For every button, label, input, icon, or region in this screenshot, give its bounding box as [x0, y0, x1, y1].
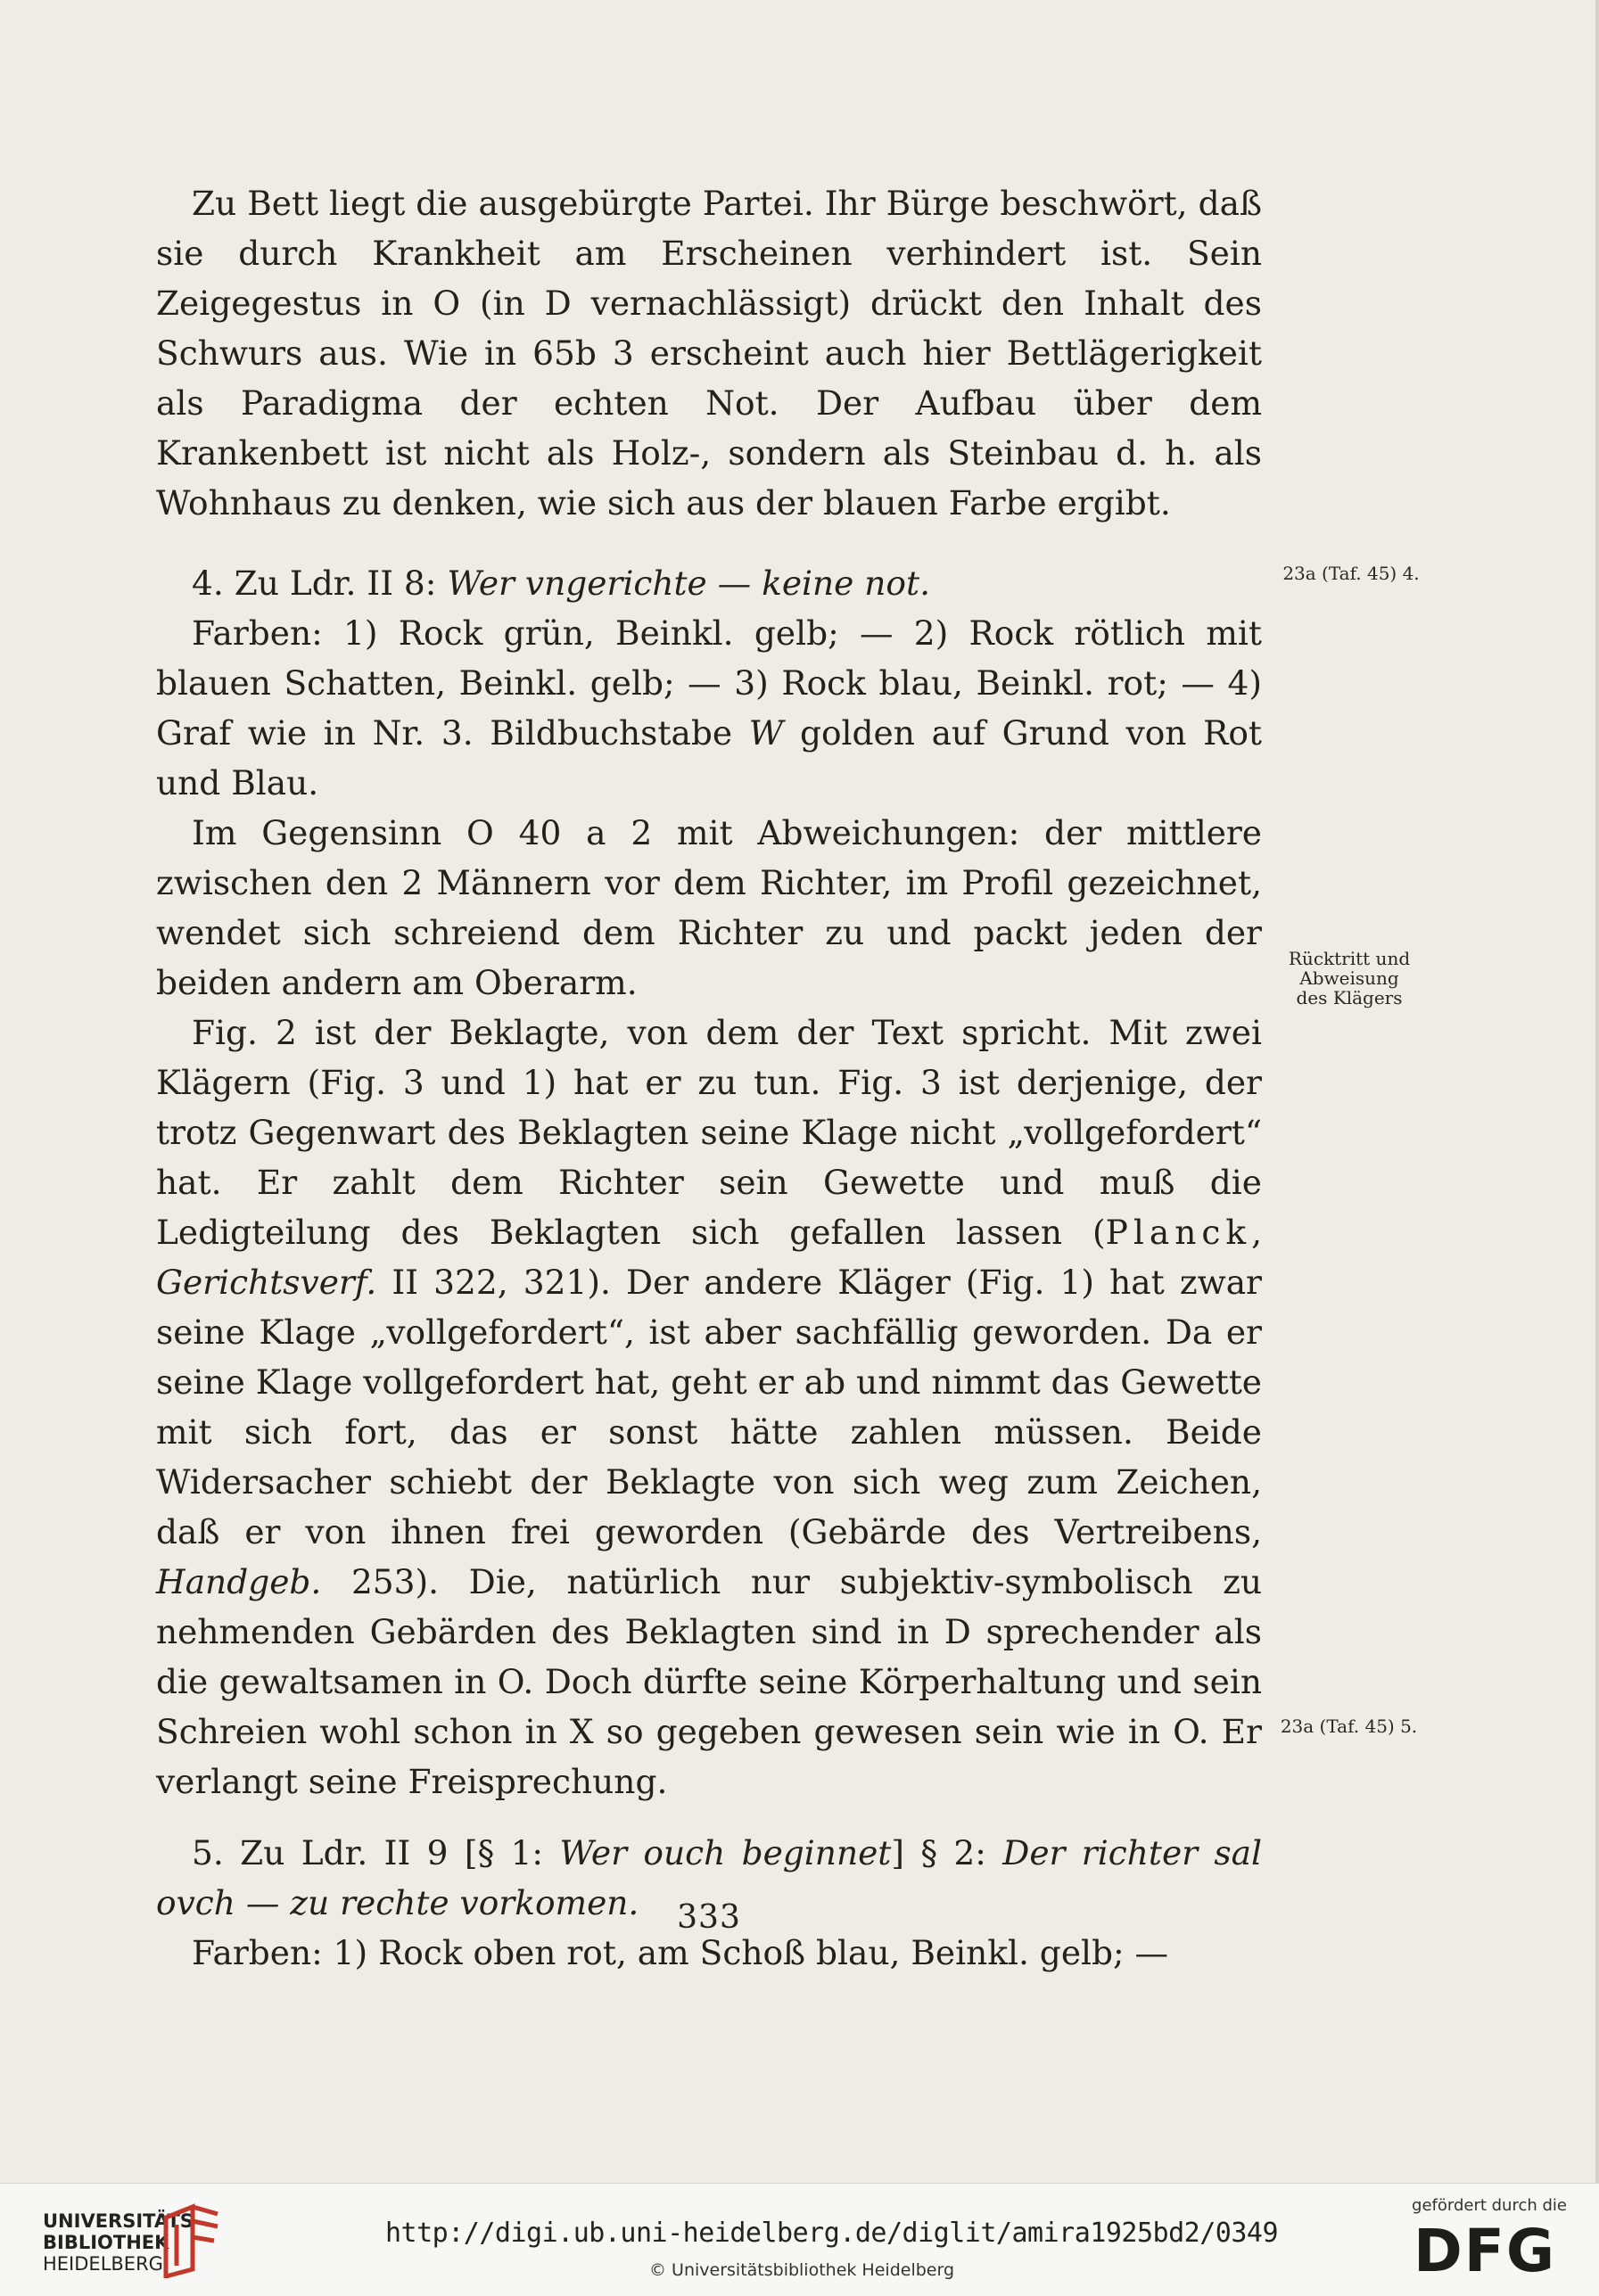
initial-letter: W [748, 713, 784, 753]
margin-note-plate-5: 23a (Taf. 45) 5. [1280, 1716, 1418, 1737]
body-text-block [156, 178, 1262, 1978]
footer-bar [0, 2183, 1599, 2296]
permalink-url[interactable]: http://digi.ub.uni-heidelberg.de/diglit/amira1925bd2/0349 [385, 2218, 1279, 2249]
paragraph-gegensinn: Im Gegensinn O 40 a 2 mit Abweichungen: der mittlere zwischen den 2 Männern vor dem Richter, im Profil gezeichnet, wendet sich schreiend dem Richter zu und packt jeden der beiden andern am Oberarm. [156, 813, 1262, 1002]
handgeb-ref: Handgeb. [156, 1562, 322, 1601]
figures-text-b: II 322, 321). Der andere Kläger (Fig. 1) hat zwar seine Klage „vollgefordert“, ist aber sachfällig geworden. Da er seine Klage vollgefordert hat, geht er ab und nimmt das Gewette mit sich fort, das er sonst hätte zahlen müssen. Beide Widersacher schiebt der Beklagte von sich weg zum Zeichen, daß er von ihnen frei geworden (Gebärde des Vertreibens, [156, 1263, 1262, 1551]
section-4-reference: Zu Ldr. II 8: [234, 564, 437, 603]
funding-note: gefördert durch die [1412, 2196, 1567, 2215]
margin-note-subject [1265, 949, 1434, 1008]
dfg-wordmark: DFG [1414, 2219, 1557, 2278]
section-5-title-2: Der richter sal ovch — zu rechte vorkomen. [156, 1833, 1263, 1922]
page-number: 333 [677, 1899, 741, 1936]
work-title: Gerichtsverf. [156, 1263, 377, 1302]
library-logo-icon[interactable] [159, 2201, 223, 2282]
margin-note-line: Rücktritt und [1288, 948, 1411, 969]
section-5-mid: ] § 2: [891, 1833, 986, 1872]
paragraph-figures [156, 1008, 1262, 1806]
margin-note-plate-4: 23a (Taf. 45) 4. [1282, 563, 1420, 584]
paragraph-colors-5: Farben: 1) Rock oben rot, am Schoß blau, Beinkl. gelb; — [192, 1933, 1169, 1972]
figures-text-c: 253). Die, natürlich nur subjektiv-symbolisch zu nehmenden Gebärden des Beklagten sind in D sprechender als die gewaltsamen in O. Doch dürfte seine Körperhaltung und sein Schreien wohl schon in X so gegeben gewesen sein wie in O. Er verlangt seine Freisprechung. [156, 1562, 1262, 1801]
section-4-heading [156, 558, 1262, 608]
figures-text-a: Fig. 2 ist der Beklagte, von dem der Text spricht. Mit zwei Klägern (Fig. 3 und 1) hat er zu tun. Fig. 3 ist derjenige, der trotz Gegenwart des Beklagten seine Klage nicht „vollgefordert“ hat. Er zahlt dem Richter sein Gewette und muß die Ledigteilung des Beklagten sich gefallen lassen ( [156, 1013, 1262, 1252]
colors-text-end: golden auf Grund von Rot und Blau. [156, 713, 1262, 802]
copyright-notice: © Universitätsbibliothek Heidelberg [649, 2260, 955, 2280]
colors-text: Farben: 1) Rock grün, Beinkl. gelb; — 2) Rock rötlich mit blauen Schatten, Beinkl. gelb; — 3) Rock blau, Beinkl. rot; — 4) Graf wie in Nr. 3. Bildbuchstabe [156, 613, 1262, 753]
library-name-line: HEIDELBERG [43, 2253, 163, 2275]
margin-note-line: des Klägers [1296, 987, 1403, 1008]
section-4-number: 4. [192, 564, 224, 603]
author-name: Planck [1105, 1213, 1252, 1252]
margin-note-line: Abweisung [1299, 967, 1399, 989]
library-name-line: UNIVERSITÄTS- [43, 2210, 202, 2232]
section-5-number: 5. [192, 1833, 224, 1872]
paragraph-colors-4 [156, 608, 1262, 808]
paragraph-bed-scene: Zu Bett liegt die ausgebürgte Partei. Ihr Bürge beschwört, daß sie durch Krankheit am Erscheinen verhindert ist. Sein Zeigegestus in O (in D vernachlässigt) drückt den Inhalt des Schwurs aus. Wie in 65b 3 erscheint auch hier Bettlägerigkeit als Paradigma der echten Not. Der Aufbau über dem Krankenbett ist nicht als Holz-, sondern als Steinbau d. h. als Wohnhaus zu denken, wie sich aus der blauen Farbe ergibt. [156, 184, 1262, 523]
section-5-title-1: Wer ouch beginnet [559, 1833, 892, 1872]
figures-separator: , [1251, 1213, 1262, 1252]
dfg-logo-icon[interactable] [1410, 2219, 1569, 2282]
section-4-title: Wer vngerichte — keine not. [447, 564, 930, 603]
section-5-reference: Zu Ldr. II 9 [§ 1: [240, 1833, 544, 1872]
library-name-line: BIBLIOTHEK [43, 2232, 169, 2253]
